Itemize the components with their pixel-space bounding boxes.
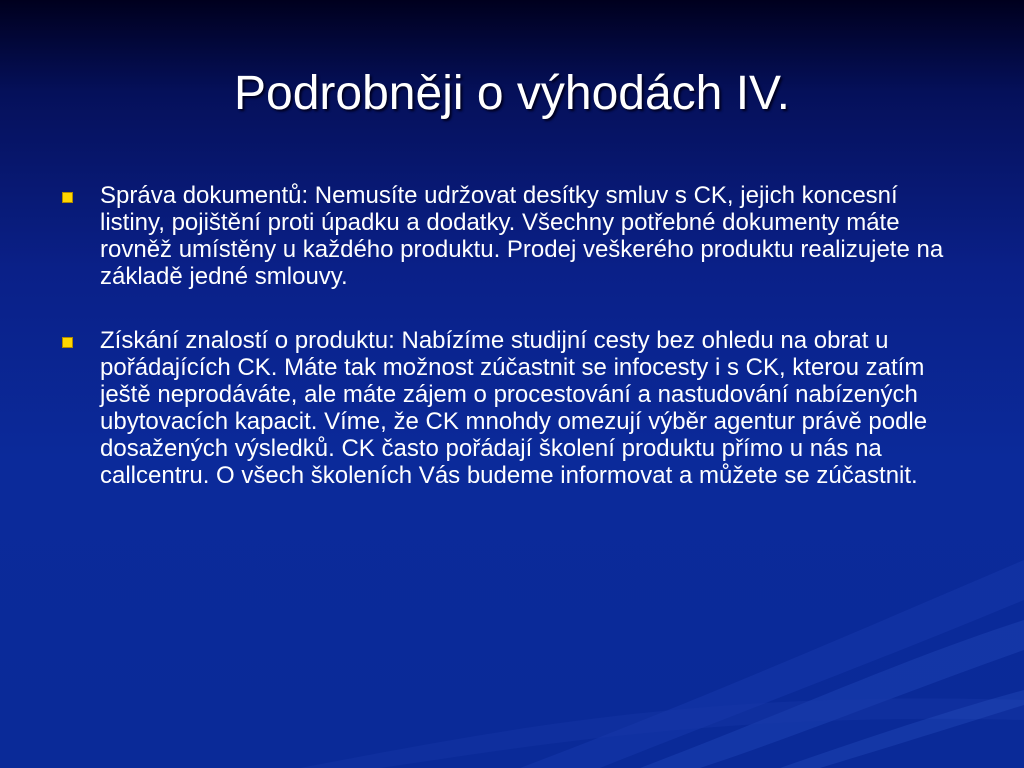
square-bullet-icon <box>62 192 73 203</box>
bullet-text: Správa dokumentů: Nemusíte udržovat desítky smluv s CK, jejich koncesní listiny, pojištění proti úpadku a dodatky. Všechny potřebné dokumenty máte rovněž umístěny u každého produktu. Prodej veškerého produktu realizujete na základě jedné smlouvy. <box>100 182 944 290</box>
square-bullet-icon <box>62 337 73 348</box>
bullet-text: Získání znalostí o produktu: Nabízíme studijní cesty bez ohledu na obrat u pořádajících CK. Máte tak možnost zúčastnit se infocesty i s CK, kterou zatím ještě neprodáváte, ale máte zájem o procestování a nastudování nabízených ubytovacích kapacit. Víme, že CK mnohdy omezují výběr agentur právě podle dosažených výsledků. CK často pořádají školení produktu přímo u nás na callcentru. O všech školeních Vás budeme informovat a můžete se zúčastnit. <box>100 327 928 489</box>
list-item <box>58 182 968 290</box>
bullet-list <box>58 182 968 526</box>
slide-title: Podrobněji o výhodách IV. <box>234 67 790 120</box>
list-item <box>58 327 968 489</box>
